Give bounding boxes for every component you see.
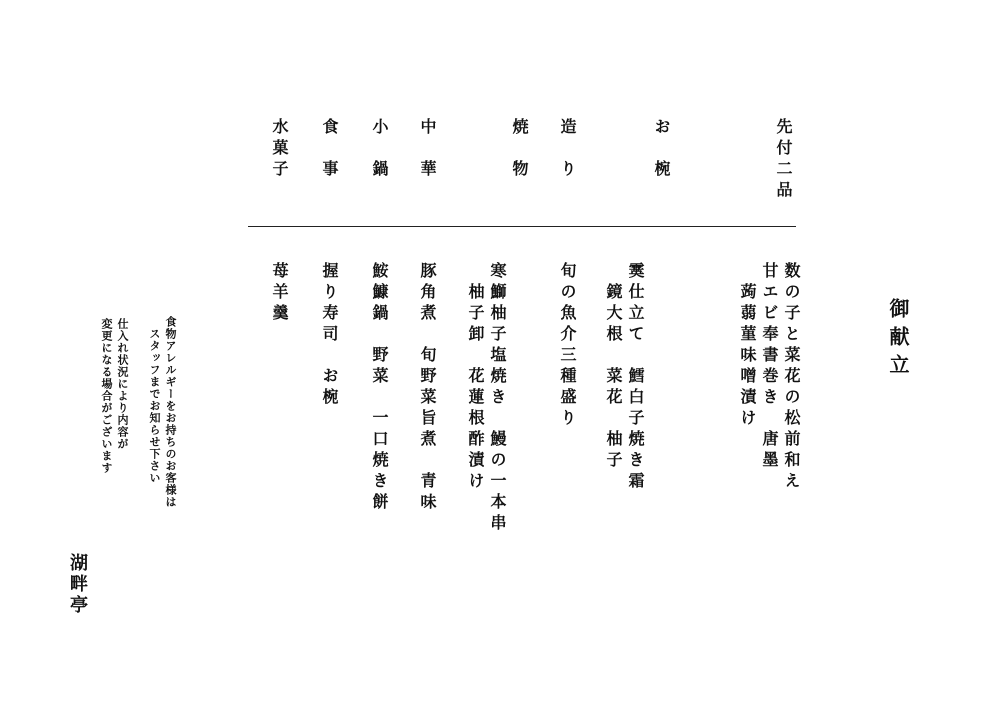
course-label-tsukuri: 造 り bbox=[558, 118, 577, 181]
allergy-note: 食物アレルギーをお持ちのお客様は スタッフまでお知らせ下さい bbox=[148, 316, 177, 508]
course-dish-shokuji: 握り寿司 お椀 bbox=[320, 262, 339, 409]
course-dish-mizugashi: 苺羊羹 bbox=[270, 262, 289, 325]
course-label-chuka: 中 華 bbox=[418, 118, 437, 181]
course-label-owan: お 椀 bbox=[652, 118, 671, 181]
menu-title: 御献立 bbox=[886, 298, 910, 382]
shop-name: 湖畔亭 bbox=[67, 553, 88, 616]
course-dish-owan: 霙仕立て 鱈白子焼き霜 鏡大根 菜花 柚子 bbox=[604, 262, 645, 493]
course-dish-yakimono: 寒鰤柚子塩焼き 鰻の一本串 柚子卸 花蓮根酢漬け bbox=[466, 262, 507, 535]
course-dish-konabe: 鮟鱇鍋 野菜 一口焼き餅 bbox=[370, 262, 389, 514]
course-label-mizugashi: 水菓子 bbox=[270, 118, 289, 181]
course-label-yakimono: 焼 物 bbox=[510, 118, 529, 181]
course-label-shokuji: 食 事 bbox=[320, 118, 339, 181]
content-change-note: 仕入れ状況により内容が 変更になる場合がございます bbox=[100, 318, 129, 474]
course-label-konabe: 小 鍋 bbox=[370, 118, 389, 181]
divider-line bbox=[248, 226, 796, 227]
course-dish-chuka: 豚角煮 旬野菜旨煮 青味 bbox=[418, 262, 437, 514]
course-dish-sakizuke: 数の子と菜花の松前和え 甘エビ奉書巻き 唐墨 蒟蒻菫味噌漬け bbox=[738, 262, 801, 493]
course-dish-tsukuri: 旬の魚介三種盛り bbox=[558, 262, 577, 430]
course-label-sakizuke: 先付二品 bbox=[774, 118, 793, 202]
